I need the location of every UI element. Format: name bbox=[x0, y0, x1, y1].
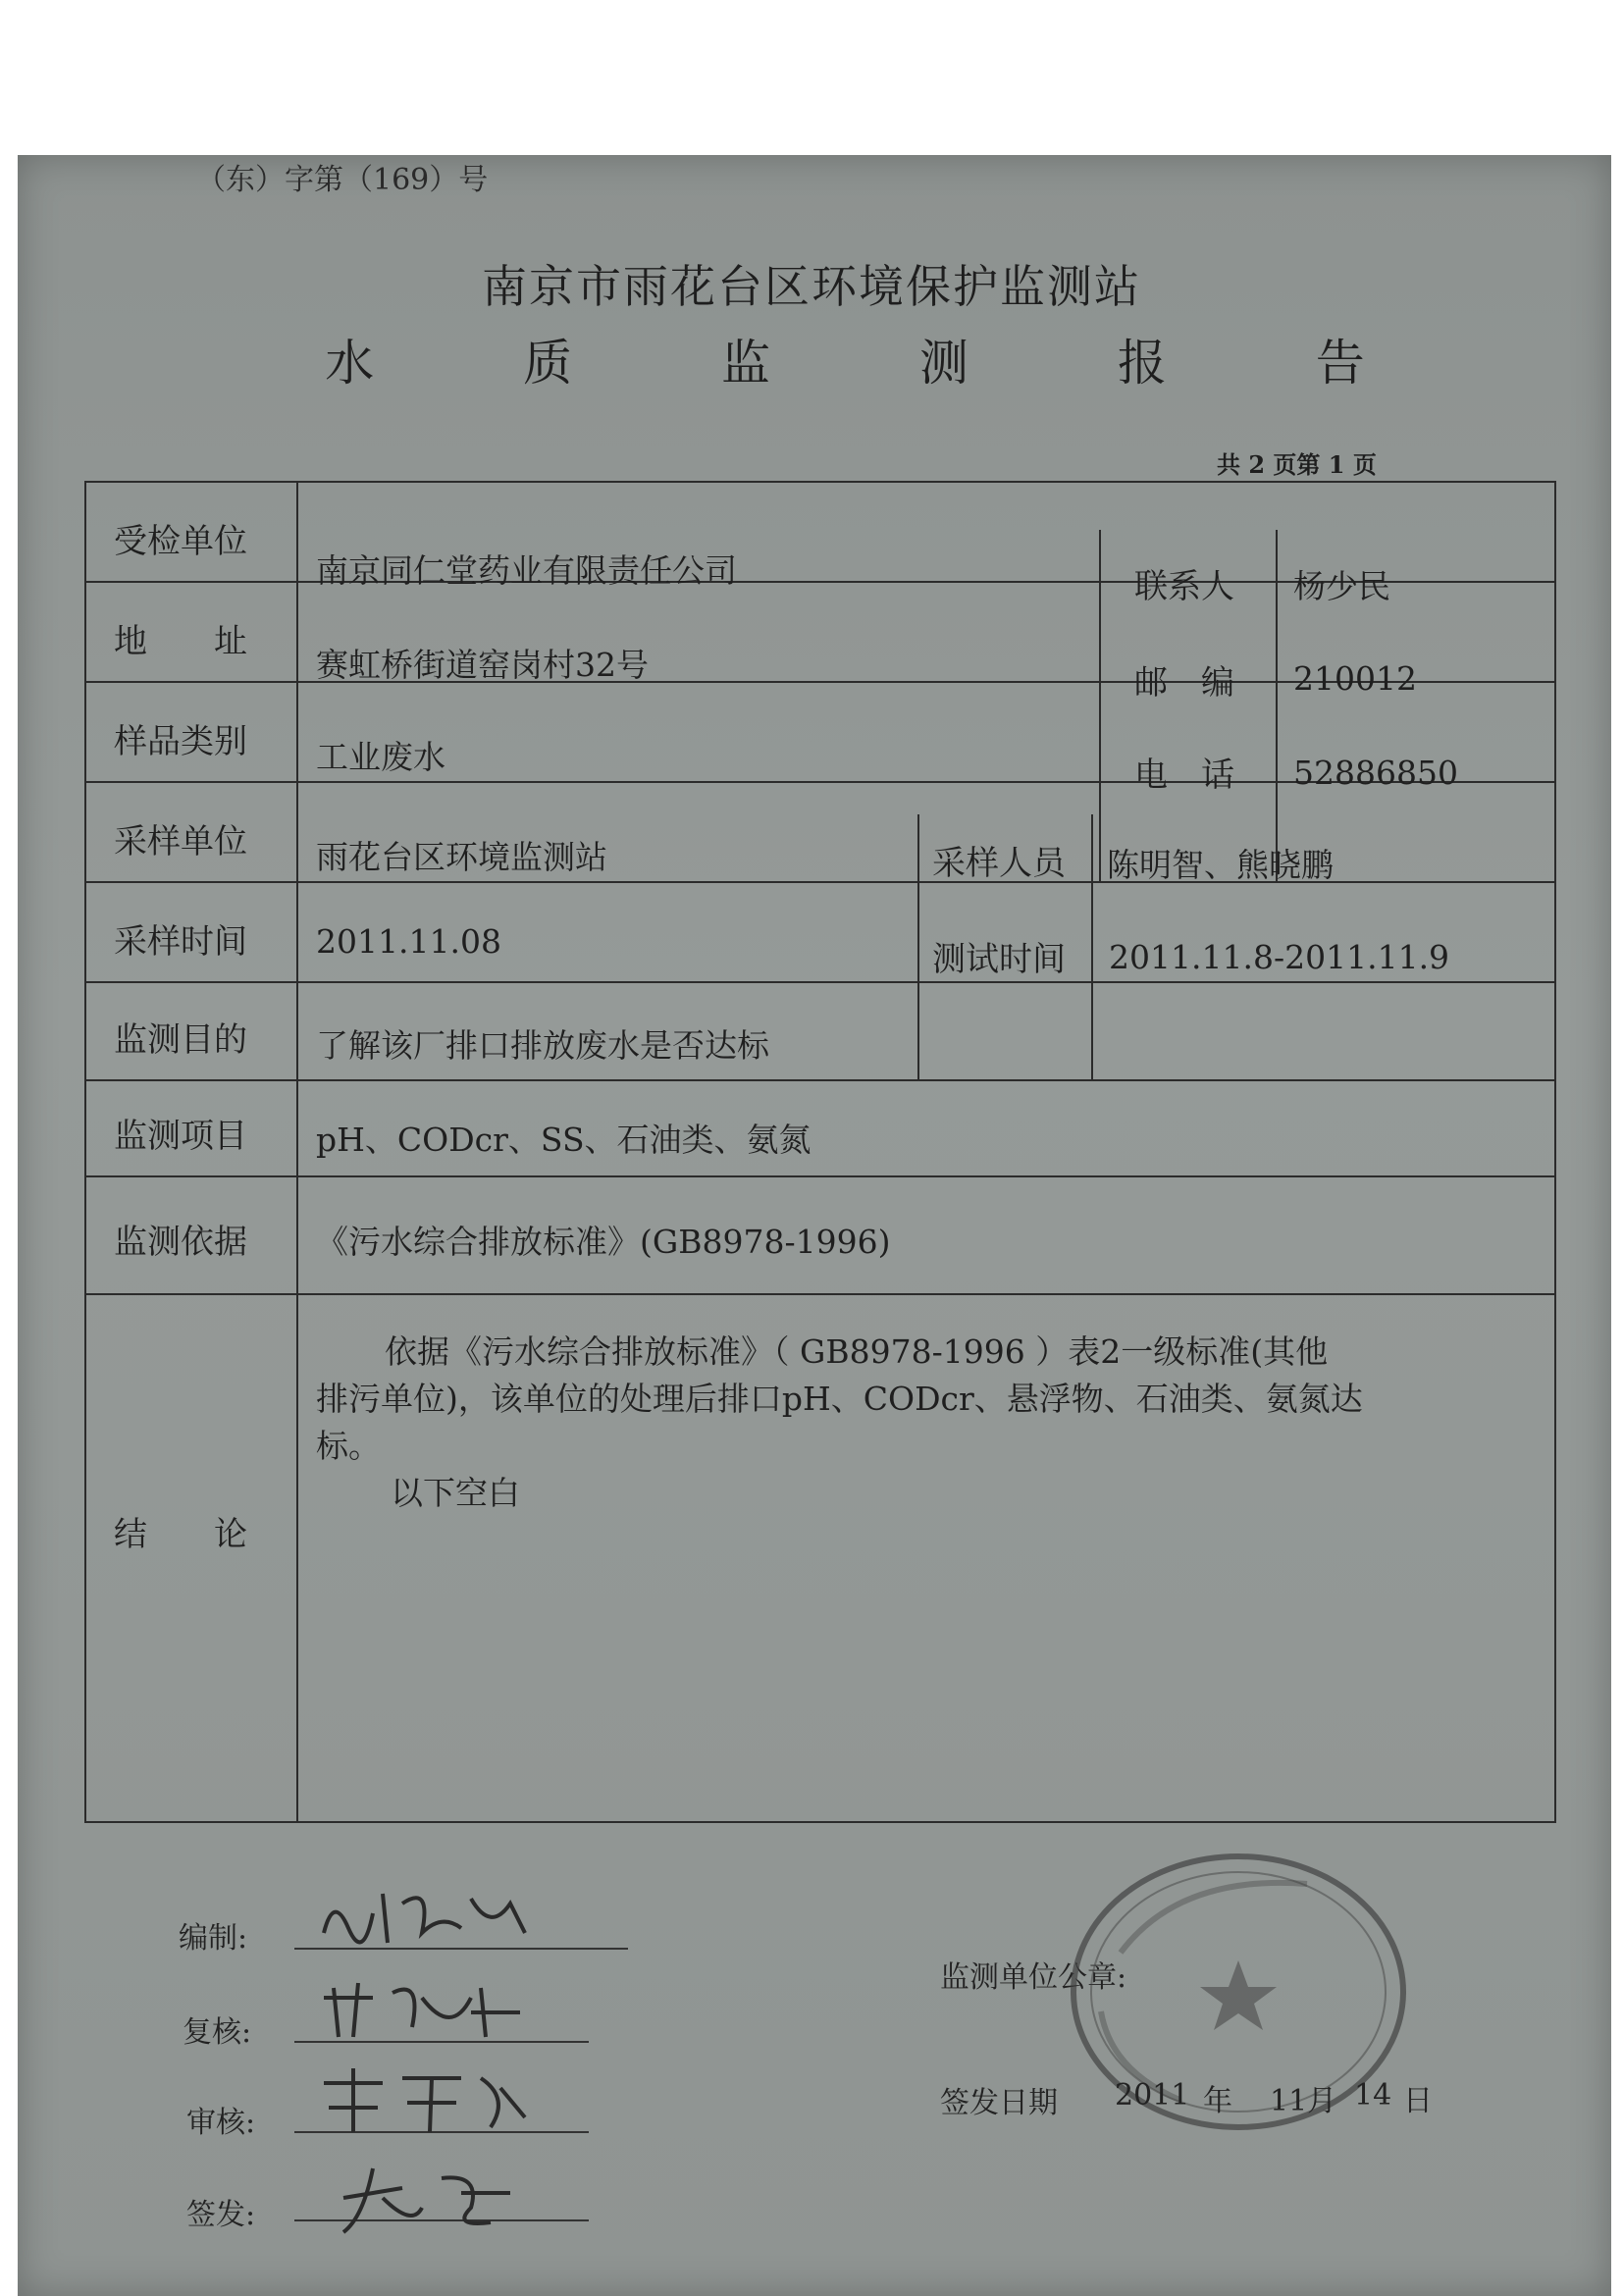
seal-label: 监测单位公章: bbox=[940, 1960, 1127, 1995]
inspected-unit-value: 南京同仁堂药业有限责任公司 bbox=[316, 551, 737, 590]
postcode-label: 邮 编 bbox=[1134, 663, 1234, 703]
sample-type-value: 工业废水 bbox=[316, 738, 445, 776]
conclusion-line-1: 依据《污水综合排放标准》（ GB8978-1996 ）表2一级标准(其他 bbox=[385, 1332, 1329, 1371]
issue-month: 11月 bbox=[1270, 2084, 1337, 2118]
table-rule bbox=[1276, 530, 1278, 881]
basis-value: 《污水综合排放标准》(GB8978-1996) bbox=[316, 1223, 891, 1261]
document-number: （东）字第（169）号 bbox=[196, 163, 489, 197]
table-rule bbox=[1091, 814, 1093, 1079]
conclusion-label: 结 论 bbox=[114, 1515, 247, 1554]
conclusion-line-2: 排污单位)，该单位的处理后排口pH、CODcr、悬浮物、石油类、氨氮达 bbox=[316, 1380, 1363, 1418]
issue-day: 14 bbox=[1354, 2078, 1392, 2113]
items-label: 监测项目 bbox=[114, 1117, 247, 1156]
phone-label: 电 话 bbox=[1134, 756, 1234, 795]
issue-year: 2011 bbox=[1115, 2078, 1190, 2113]
sampling-time-value: 2011.11.08 bbox=[316, 922, 501, 961]
sample-type-label: 样品类别 bbox=[114, 722, 247, 761]
test-time-value: 2011.11.8-2011.11.9 bbox=[1109, 938, 1450, 976]
sampling-unit-value: 雨花台区环境监测站 bbox=[316, 838, 607, 876]
samplers-value: 陈明智、熊晓鹏 bbox=[1107, 846, 1334, 884]
contact-value: 杨少民 bbox=[1293, 567, 1390, 605]
table-rule bbox=[84, 881, 1556, 883]
auditor-signature bbox=[314, 2059, 540, 2137]
editor-signature bbox=[314, 1874, 550, 1953]
items-value: pH、CODcr、SS、石油类、氨氮 bbox=[316, 1121, 812, 1159]
sampling-time-label: 采样时间 bbox=[114, 922, 247, 962]
contact-label: 联系人 bbox=[1134, 567, 1234, 606]
year-unit: 年 bbox=[1203, 2084, 1232, 2118]
conclusion-line-4: 以下空白 bbox=[391, 1474, 520, 1512]
table-rule bbox=[84, 981, 1556, 983]
basis-label: 监测依据 bbox=[114, 1223, 247, 1262]
table-rule bbox=[84, 1175, 1556, 1177]
day-unit: 日 bbox=[1403, 2084, 1433, 2118]
table-rule bbox=[84, 1293, 1556, 1295]
table-rule bbox=[1099, 530, 1101, 881]
purpose-label: 监测目的 bbox=[114, 1020, 247, 1060]
issuer-signature bbox=[324, 2159, 540, 2237]
issue-date-label: 签发日期 bbox=[940, 2086, 1058, 2120]
editor-label: 编制: bbox=[179, 1921, 248, 1956]
purpose-value: 了解该厂排口排放废水是否达标 bbox=[316, 1026, 769, 1065]
page-count: 共 2 页第 1 页 bbox=[1217, 450, 1377, 479]
phone-value: 52886850 bbox=[1293, 754, 1458, 792]
samplers-label: 采样人员 bbox=[932, 844, 1066, 883]
conclusion-line-3: 标。 bbox=[316, 1427, 381, 1465]
auditor-label: 审核: bbox=[186, 2106, 256, 2140]
issuer-label: 签发: bbox=[186, 2198, 256, 2232]
table-rule bbox=[296, 481, 298, 1823]
table-rule bbox=[917, 814, 919, 1079]
address-value: 赛虹桥街道窑岗村32号 bbox=[316, 646, 649, 684]
postcode-value: 210012 bbox=[1293, 659, 1417, 698]
reviewer-label: 复核: bbox=[183, 2015, 252, 2050]
table-rule bbox=[84, 1079, 1556, 1081]
address-label: 地 址 bbox=[114, 622, 247, 661]
station-name: 南京市雨花台区环境保护监测站 bbox=[482, 260, 1141, 313]
inspected-unit-label: 受检单位 bbox=[114, 522, 247, 561]
reviewer-signature bbox=[314, 1968, 540, 2047]
test-time-label: 测试时间 bbox=[932, 940, 1066, 979]
sampling-unit-label: 采样单位 bbox=[114, 822, 247, 861]
report-title: 水 质 监 测 报 告 bbox=[325, 335, 1432, 391]
